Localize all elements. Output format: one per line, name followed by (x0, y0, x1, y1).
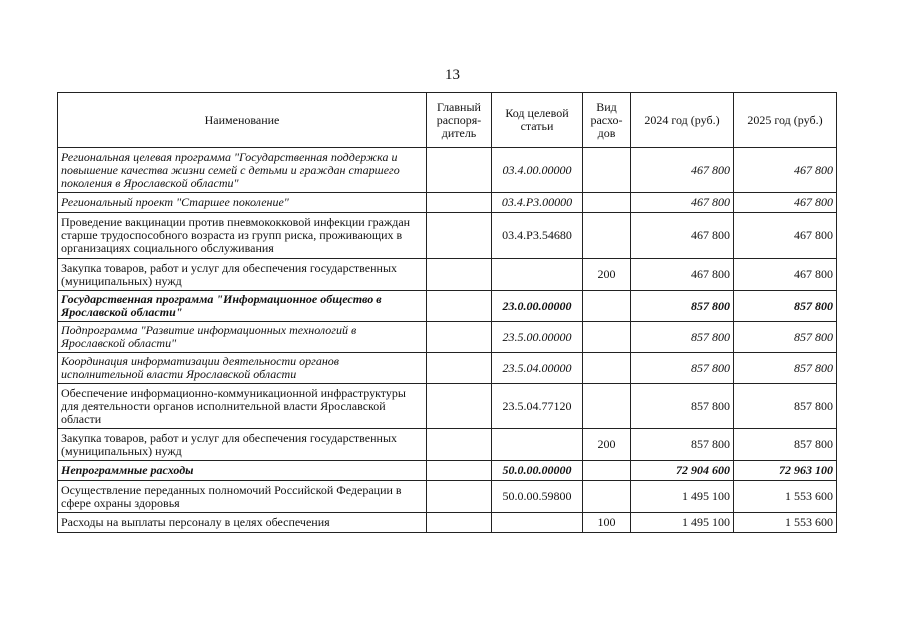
cell-type (583, 322, 631, 353)
table-row (58, 259, 837, 291)
table-row (58, 513, 837, 533)
cell-code: 50.0.00.59800 (492, 481, 583, 513)
cell-type (583, 353, 631, 384)
cell-type (583, 461, 631, 481)
cell-code (492, 259, 583, 291)
cell-admin (427, 213, 492, 259)
cell-2024: 72 904 600 (631, 461, 734, 481)
table-header (58, 93, 837, 148)
cell-code: 03.4.00.00000 (492, 148, 583, 193)
table-row (58, 213, 837, 259)
cell-code: 50.0.00.00000 (492, 461, 583, 481)
column-header-admin: Главный распоря-дитель (427, 93, 492, 148)
cell-name: Координация информатизации деятельности органов исполнительной власти Ярославской области (58, 353, 427, 384)
column-header-2025: 2025 год (руб.) (734, 93, 837, 148)
column-header-code: Код целевой статьи (492, 93, 583, 148)
cell-admin (427, 513, 492, 533)
cell-type: 200 (583, 259, 631, 291)
cell-2024: 857 800 (631, 353, 734, 384)
cell-2024: 857 800 (631, 384, 734, 429)
cell-2025: 467 800 (734, 213, 837, 259)
cell-admin (427, 384, 492, 429)
budget-table (57, 92, 837, 533)
cell-type: 100 (583, 513, 631, 533)
cell-code: 23.5.00.00000 (492, 322, 583, 353)
cell-name: Осуществление переданных полномочий Российской Федерации в сфере охраны здоровья (58, 481, 427, 513)
cell-code: 23.5.04.00000 (492, 353, 583, 384)
column-header-type: Вид расхо-дов (583, 93, 631, 148)
cell-type (583, 193, 631, 213)
cell-2024: 1 495 100 (631, 513, 734, 533)
cell-2024: 467 800 (631, 259, 734, 291)
cell-code: 23.0.00.00000 (492, 291, 583, 322)
cell-name: Обеспечение информационно-коммуникационной инфраструктуры для деятельности органов исполнительной власти Ярославской области (58, 384, 427, 429)
cell-admin (427, 259, 492, 291)
cell-type: 200 (583, 429, 631, 461)
cell-type (583, 148, 631, 193)
cell-name: Региональный проект "Старшее поколение" (58, 193, 427, 213)
cell-admin (427, 461, 492, 481)
table-row (58, 461, 837, 481)
cell-2025: 1 553 600 (734, 513, 837, 533)
cell-2025: 467 800 (734, 259, 837, 291)
cell-2025: 72 963 100 (734, 461, 837, 481)
cell-2025: 857 800 (734, 429, 837, 461)
column-header-name: Наименование (58, 93, 427, 148)
cell-2025: 857 800 (734, 291, 837, 322)
cell-name: Непрограммные расходы (58, 461, 427, 481)
cell-code (492, 429, 583, 461)
table-body (58, 148, 837, 533)
cell-admin (427, 322, 492, 353)
cell-name: Подпрограмма "Развитие информационных технологий в Ярославской области" (58, 322, 427, 353)
cell-2024: 1 495 100 (631, 481, 734, 513)
table-row (58, 193, 837, 213)
cell-code: 03.4.Р3.54680 (492, 213, 583, 259)
page-number: 13 (445, 67, 460, 83)
cell-type (583, 291, 631, 322)
cell-admin (427, 481, 492, 513)
cell-name: Государственная программа "Информационное общество в Ярославской области" (58, 291, 427, 322)
table-row (58, 353, 837, 384)
cell-2024: 467 800 (631, 213, 734, 259)
cell-2025: 857 800 (734, 322, 837, 353)
cell-admin (427, 291, 492, 322)
cell-name: Закупка товаров, работ и услуг для обеспечения государственных (муниципальных) нужд (58, 259, 427, 291)
cell-2024: 467 800 (631, 193, 734, 213)
cell-code: 03.4.Р3.00000 (492, 193, 583, 213)
cell-2024: 857 800 (631, 291, 734, 322)
cell-admin (427, 353, 492, 384)
cell-admin (427, 429, 492, 461)
cell-2025: 1 553 600 (734, 481, 837, 513)
header-row (58, 93, 837, 148)
cell-name: Закупка товаров, работ и услуг для обеспечения государственных (муниципальных) нужд (58, 429, 427, 461)
cell-2024: 857 800 (631, 322, 734, 353)
cell-2025: 857 800 (734, 384, 837, 429)
cell-2025: 467 800 (734, 193, 837, 213)
column-header-2024: 2024 год (руб.) (631, 93, 734, 148)
cell-2024: 467 800 (631, 148, 734, 193)
cell-code: 23.5.04.77120 (492, 384, 583, 429)
table-row (58, 148, 837, 193)
cell-type (583, 481, 631, 513)
cell-name: Расходы на выплаты персоналу в целях обеспечения (58, 513, 427, 533)
table-row (58, 291, 837, 322)
cell-name: Региональная целевая программа "Государственная поддержка и повышение качества жизни семей с детьми и граждан старшего поколения в Ярославской области" (58, 148, 427, 193)
cell-2025: 857 800 (734, 353, 837, 384)
table-row (58, 384, 837, 429)
cell-type (583, 213, 631, 259)
cell-code (492, 513, 583, 533)
cell-admin (427, 193, 492, 213)
cell-2024: 857 800 (631, 429, 734, 461)
cell-name: Проведение вакцинации против пневмококковой инфекции граждан старше трудоспособного возраста из групп риска, проживающих в организациях социального обслуживания (58, 213, 427, 259)
cell-type (583, 384, 631, 429)
table-row (58, 481, 837, 513)
cell-admin (427, 148, 492, 193)
cell-2025: 467 800 (734, 148, 837, 193)
table-row (58, 429, 837, 461)
table-row (58, 322, 837, 353)
